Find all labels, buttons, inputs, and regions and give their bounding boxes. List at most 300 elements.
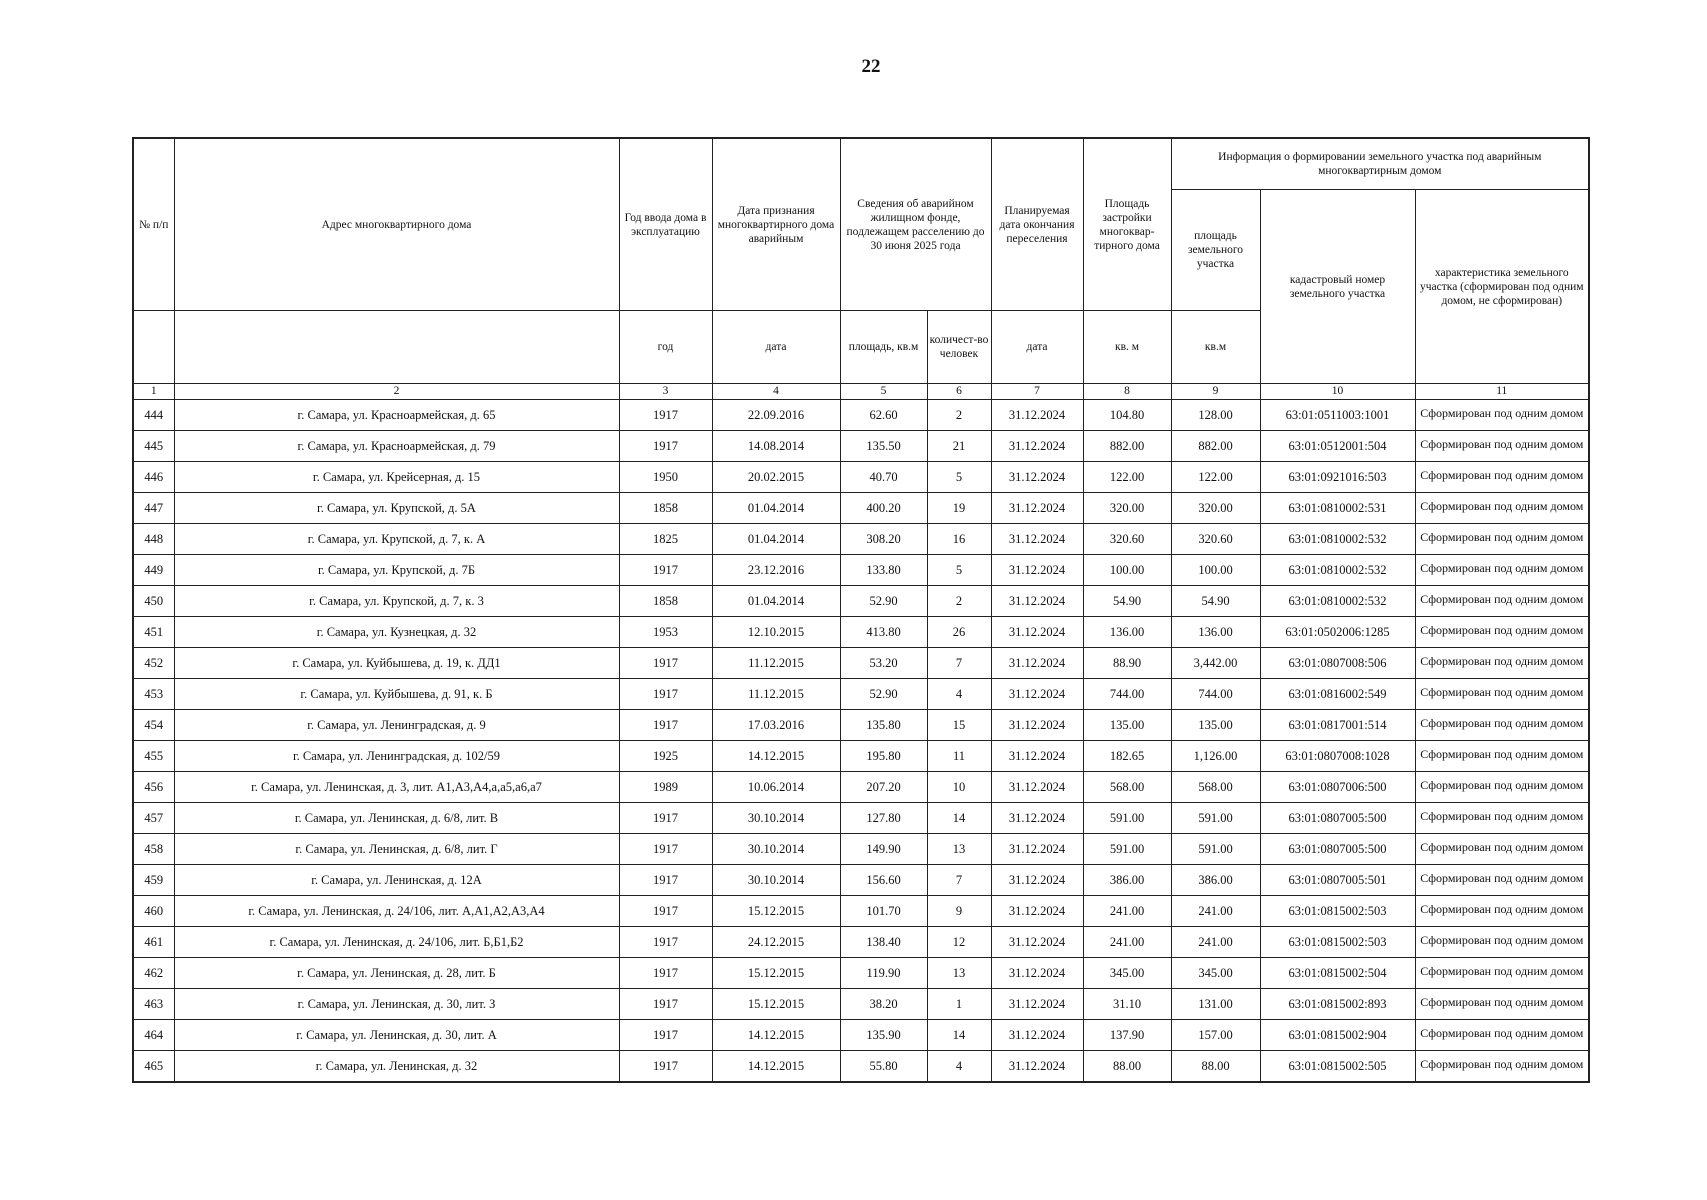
row-number: 458 [133,834,174,865]
housing-area-cell: 127.80 [840,803,927,834]
people-count-cell: 15 [927,710,991,741]
row-number: 445 [133,431,174,462]
table-row [133,989,1589,1020]
land-characteristic-cell [1415,1051,1589,1083]
land-characteristic-text: Сформирован под одним домом [1420,436,1584,451]
table-row [133,493,1589,524]
building-area-cell: 88.90 [1083,648,1171,679]
table-row [133,834,1589,865]
planned-date-cell: 31.12.2024 [991,586,1083,617]
column-number: 2 [174,384,619,400]
people-count-cell: 5 [927,555,991,586]
people-count-cell: 2 [927,400,991,431]
table-row [133,741,1589,772]
recognition-date-cell: 15.12.2015 [712,958,840,989]
cadastral-number-cell: 63:01:0810002:532 [1260,524,1415,555]
housing-area-cell: 138.40 [840,927,927,958]
row-number: 454 [133,710,174,741]
recognition-date-cell: 01.04.2014 [712,524,840,555]
planned-date-cell: 31.12.2024 [991,679,1083,710]
address-cell: г. Самара, ул. Крупской, д. 7, к. А [174,524,619,555]
year-cell: 1917 [619,958,712,989]
land-area-cell: 386.00 [1171,865,1260,896]
recognition-date-cell: 11.12.2015 [712,648,840,679]
building-area-cell: 345.00 [1083,958,1171,989]
housing-area-cell: 413.80 [840,617,927,648]
land-characteristic-cell [1415,710,1589,741]
land-characteristic-cell [1415,400,1589,431]
recognition-date-cell: 01.04.2014 [712,586,840,617]
housing-area-cell: 308.20 [840,524,927,555]
people-count-cell: 4 [927,1051,991,1083]
recognition-date-cell: 30.10.2014 [712,865,840,896]
header-num: № п/п [133,138,174,311]
address-cell: г. Самара, ул. Куйбышева, д. 91, к. Б [174,679,619,710]
table-row [133,896,1589,927]
land-characteristic-text: Сформирован под одним домом [1420,1025,1584,1040]
land-area-cell: 131.00 [1171,989,1260,1020]
land-characteristic-text: Сформирован под одним домом [1420,405,1584,420]
people-count-cell: 7 [927,648,991,679]
housing-area-cell: 135.50 [840,431,927,462]
land-characteristic-cell [1415,803,1589,834]
people-count-cell: 14 [927,1020,991,1051]
address-cell: г. Самара, ул. Крейсерная, д. 15 [174,462,619,493]
column-number: 3 [619,384,712,400]
building-area-cell: 882.00 [1083,431,1171,462]
land-characteristic-cell [1415,989,1589,1020]
planned-date-cell: 31.12.2024 [991,555,1083,586]
planned-date-cell: 31.12.2024 [991,648,1083,679]
housing-area-cell: 156.60 [840,865,927,896]
address-cell: г. Самара, ул. Ленинская, д. 30, лит. З [174,989,619,1020]
building-area-cell: 386.00 [1083,865,1171,896]
land-area-cell: 591.00 [1171,803,1260,834]
recognition-date-cell: 15.12.2015 [712,989,840,1020]
row-number: 462 [133,958,174,989]
table-row [133,555,1589,586]
table-row [133,865,1589,896]
land-characteristic-text: Сформирован под одним домом [1420,591,1584,606]
people-count-cell: 12 [927,927,991,958]
table-row [133,586,1589,617]
address-cell: г. Самара, ул. Ленинская, д. 6/8, лит. Г [174,834,619,865]
land-characteristic-text: Сформирован под одним домом [1420,808,1584,823]
row-number: 452 [133,648,174,679]
year-cell: 1917 [619,989,712,1020]
planned-date-cell: 31.12.2024 [991,834,1083,865]
unit-land-area: кв.м [1171,311,1260,384]
emergency-housing-table [132,137,1590,1083]
table-row [133,1020,1589,1051]
column-number: 1 [133,384,174,400]
land-characteristic-text: Сформирован под одним домом [1420,715,1584,730]
row-number: 451 [133,617,174,648]
header-year: Год ввода дома в эксплуатацию [619,138,712,311]
recognition-date-cell: 30.10.2014 [712,803,840,834]
land-area-cell: 100.00 [1171,555,1260,586]
year-cell: 1917 [619,648,712,679]
recognition-date-cell: 22.09.2016 [712,400,840,431]
table-row [133,710,1589,741]
address-cell: г. Самара, ул. Ленинская, д. 30, лит. А [174,1020,619,1051]
building-area-cell: 104.80 [1083,400,1171,431]
recognition-date-cell: 14.12.2015 [712,1051,840,1083]
address-cell: г. Самара, ул. Ленинская, д. 6/8, лит. В [174,803,619,834]
row-number: 455 [133,741,174,772]
table-row [133,462,1589,493]
column-number: 10 [1260,384,1415,400]
table-row [133,958,1589,989]
people-count-cell: 10 [927,772,991,803]
table-row [133,617,1589,648]
row-number: 446 [133,462,174,493]
cadastral-number-cell: 63:01:0511003:1001 [1260,400,1415,431]
land-area-cell: 591.00 [1171,834,1260,865]
building-area-cell: 137.90 [1083,1020,1171,1051]
people-count-cell: 1 [927,989,991,1020]
land-characteristic-text: Сформирован под одним домом [1420,746,1584,761]
land-characteristic-text: Сформирован под одним домом [1420,498,1584,513]
table-row [133,772,1589,803]
land-characteristic-cell [1415,679,1589,710]
address-cell: г. Самара, ул. Кузнецкая, д. 32 [174,617,619,648]
housing-area-cell: 40.70 [840,462,927,493]
planned-date-cell: 31.12.2024 [991,524,1083,555]
building-area-cell: 241.00 [1083,896,1171,927]
building-area-cell: 31.10 [1083,989,1171,1020]
cadastral-number-cell: 63:01:0815002:503 [1260,927,1415,958]
building-area-cell: 88.00 [1083,1051,1171,1083]
planned-date-cell: 31.12.2024 [991,896,1083,927]
row-number: 450 [133,586,174,617]
land-characteristic-cell [1415,927,1589,958]
housing-area-cell: 149.90 [840,834,927,865]
people-count-cell: 26 [927,617,991,648]
column-number: 8 [1083,384,1171,400]
address-cell: г. Самара, ул. Красноармейская, д. 79 [174,431,619,462]
year-cell: 1917 [619,927,712,958]
land-characteristic-cell [1415,586,1589,617]
land-characteristic-text: Сформирован под одним домом [1420,560,1584,575]
people-count-cell: 5 [927,462,991,493]
column-number: 6 [927,384,991,400]
land-area-cell: 122.00 [1171,462,1260,493]
land-characteristic-cell [1415,617,1589,648]
recognition-date-cell: 11.12.2015 [712,679,840,710]
land-characteristic-cell [1415,896,1589,927]
planned-date-cell: 31.12.2024 [991,400,1083,431]
housing-area-cell: 38.20 [840,989,927,1020]
people-count-cell: 21 [927,431,991,462]
land-characteristic-cell [1415,648,1589,679]
year-cell: 1953 [619,617,712,648]
header-address: Адрес многоквартирного дома [174,138,619,311]
people-count-cell: 11 [927,741,991,772]
land-characteristic-cell [1415,834,1589,865]
row-number: 447 [133,493,174,524]
land-characteristic-text: Сформирован под одним домом [1420,932,1584,947]
cadastral-number-cell: 63:01:0807005:501 [1260,865,1415,896]
address-cell: г. Самара, ул. Ленинградская, д. 102/59 [174,741,619,772]
header-planned-date: Планируемая дата окончания переселения [991,138,1083,311]
recognition-date-cell: 14.12.2015 [712,1020,840,1051]
building-area-cell: 100.00 [1083,555,1171,586]
address-cell: г. Самара, ул. Ленинская, д. 24/106, лит. А,А1,А2,А3,А4 [174,896,619,927]
land-characteristic-text: Сформирован под одним домом [1420,994,1584,1009]
year-cell: 1917 [619,865,712,896]
people-count-cell: 2 [927,586,991,617]
land-area-cell: 3,442.00 [1171,648,1260,679]
land-area-cell: 568.00 [1171,772,1260,803]
housing-area-cell: 207.20 [840,772,927,803]
land-characteristic-text: Сформирован под одним домом [1420,653,1584,668]
land-area-cell: 320.00 [1171,493,1260,524]
land-area-cell: 345.00 [1171,958,1260,989]
planned-date-cell: 31.12.2024 [991,462,1083,493]
land-characteristic-cell [1415,958,1589,989]
land-characteristic-cell [1415,1020,1589,1051]
land-characteristic-cell [1415,555,1589,586]
land-area-cell: 135.00 [1171,710,1260,741]
planned-date-cell: 31.12.2024 [991,741,1083,772]
cadastral-number-cell: 63:01:0815002:504 [1260,958,1415,989]
year-cell: 1825 [619,524,712,555]
people-count-cell: 19 [927,493,991,524]
cadastral-number-cell: 63:01:0815002:505 [1260,1051,1415,1083]
address-cell: г. Самара, ул. Ленинская, д. 32 [174,1051,619,1083]
cadastral-number-cell: 63:01:0815002:503 [1260,896,1415,927]
land-characteristic-text: Сформирован под одним домом [1420,529,1584,544]
year-cell: 1917 [619,710,712,741]
year-cell: 1917 [619,400,712,431]
year-cell: 1917 [619,555,712,586]
unit-planned-date: дата [991,311,1083,384]
land-characteristic-cell [1415,865,1589,896]
address-cell: г. Самара, ул. Красноармейская, д. 65 [174,400,619,431]
recognition-date-cell: 10.06.2014 [712,772,840,803]
land-area-cell: 157.00 [1171,1020,1260,1051]
land-characteristic-cell [1415,431,1589,462]
people-count-cell: 7 [927,865,991,896]
recognition-date-cell: 30.10.2014 [712,834,840,865]
row-number: 463 [133,989,174,1020]
planned-date-cell: 31.12.2024 [991,927,1083,958]
cadastral-number-cell: 63:01:0810002:532 [1260,555,1415,586]
table-row [133,927,1589,958]
land-characteristic-cell [1415,741,1589,772]
land-characteristic-text: Сформирован под одним домом [1420,777,1584,792]
land-area-cell: 54.90 [1171,586,1260,617]
recognition-date-cell: 01.04.2014 [712,493,840,524]
housing-area-cell: 135.80 [840,710,927,741]
land-characteristic-text: Сформирован под одним домом [1420,963,1584,978]
planned-date-cell: 31.12.2024 [991,493,1083,524]
address-cell: г. Самара, ул. Крупской, д. 7Б [174,555,619,586]
land-area-cell: 128.00 [1171,400,1260,431]
recognition-date-cell: 20.02.2015 [712,462,840,493]
housing-area-cell: 53.20 [840,648,927,679]
unit-people: количест-во человек [927,311,991,384]
land-characteristic-cell [1415,462,1589,493]
land-characteristic-cell [1415,524,1589,555]
land-area-cell: 241.00 [1171,896,1260,927]
housing-area-cell: 101.70 [840,896,927,927]
planned-date-cell: 31.12.2024 [991,865,1083,896]
row-number: 457 [133,803,174,834]
land-characteristic-text: Сформирован под одним домом [1420,901,1584,916]
cadastral-number-cell: 63:01:0817001:514 [1260,710,1415,741]
cadastral-number-cell: 63:01:0807006:500 [1260,772,1415,803]
building-area-cell: 182.65 [1083,741,1171,772]
address-cell: г. Самара, ул. Ленинградская, д. 9 [174,710,619,741]
people-count-cell: 13 [927,834,991,865]
cadastral-number-cell: 63:01:0807008:506 [1260,648,1415,679]
housing-area-cell: 119.90 [840,958,927,989]
year-cell: 1917 [619,1051,712,1083]
address-cell: г. Самара, ул. Ленинская, д. 3, лит. А1,А3,А4,а,а5,а6,а7 [174,772,619,803]
row-number: 448 [133,524,174,555]
cadastral-number-cell: 63:01:0807005:500 [1260,834,1415,865]
planned-date-cell: 31.12.2024 [991,431,1083,462]
column-number: 7 [991,384,1083,400]
cadastral-number-cell: 63:01:0816002:549 [1260,679,1415,710]
unit-blank [174,311,619,384]
year-cell: 1917 [619,834,712,865]
cadastral-number-cell: 63:01:0921016:503 [1260,462,1415,493]
building-area-cell: 320.00 [1083,493,1171,524]
year-cell: 1858 [619,586,712,617]
unit-building-area: кв. м [1083,311,1171,384]
address-cell: г. Самара, ул. Куйбышева, д. 19, к. ДД1 [174,648,619,679]
land-characteristic-text: Сформирован под одним домом [1420,839,1584,854]
land-area-cell: 882.00 [1171,431,1260,462]
header-land-characteristic: характеристика земельного участка (сформирован под одним домом, не сформирован) [1415,190,1589,384]
address-cell: г. Самара, ул. Крупской, д. 5А [174,493,619,524]
row-number: 465 [133,1051,174,1083]
land-characteristic-text: Сформирован под одним домом [1420,684,1584,699]
table-row [133,679,1589,710]
table-body [133,400,1589,1083]
land-area-cell: 1,126.00 [1171,741,1260,772]
year-cell: 1858 [619,493,712,524]
cadastral-number-cell: 63:01:0815002:893 [1260,989,1415,1020]
column-number: 4 [712,384,840,400]
year-cell: 1917 [619,803,712,834]
land-area-cell: 88.00 [1171,1051,1260,1083]
table-row [133,431,1589,462]
column-number: 9 [1171,384,1260,400]
header-land-area: площадь земельного участка [1171,190,1260,311]
building-area-cell: 568.00 [1083,772,1171,803]
row-number: 459 [133,865,174,896]
header-cadastral-number: кадастровый номер земельного участка [1260,190,1415,384]
year-cell: 1989 [619,772,712,803]
building-area-cell: 320.60 [1083,524,1171,555]
land-characteristic-text: Сформирован под одним домом [1420,1056,1584,1071]
year-cell: 1917 [619,679,712,710]
row-number: 453 [133,679,174,710]
year-cell: 1917 [619,896,712,927]
planned-date-cell: 31.12.2024 [991,958,1083,989]
people-count-cell: 14 [927,803,991,834]
unit-blank [133,311,174,384]
column-number: 5 [840,384,927,400]
building-area-cell: 136.00 [1083,617,1171,648]
land-area-cell: 320.60 [1171,524,1260,555]
people-count-cell: 16 [927,524,991,555]
recognition-date-cell: 15.12.2015 [712,896,840,927]
recognition-date-cell: 17.03.2016 [712,710,840,741]
people-count-cell: 9 [927,896,991,927]
land-area-cell: 744.00 [1171,679,1260,710]
row-number: 464 [133,1020,174,1051]
recognition-date-cell: 14.08.2014 [712,431,840,462]
header-recognition-date: Дата признания многоквартирного дома аварийным [712,138,840,311]
address-cell: г. Самара, ул. Ленинская, д. 28, лит. Б [174,958,619,989]
land-characteristic-text: Сформирован под одним домом [1420,870,1584,885]
planned-date-cell: 31.12.2024 [991,1051,1083,1083]
land-area-cell: 136.00 [1171,617,1260,648]
table-row [133,524,1589,555]
housing-area-cell: 62.60 [840,400,927,431]
year-cell: 1917 [619,431,712,462]
header-housing-info: Сведения об аварийном жилищном фонде, подлежащем расселению до 30 июня 2025 года [840,138,991,311]
year-cell: 1950 [619,462,712,493]
table-row [133,400,1589,431]
housing-area-cell: 55.80 [840,1051,927,1083]
building-area-cell: 591.00 [1083,803,1171,834]
planned-date-cell: 31.12.2024 [991,989,1083,1020]
address-cell: г. Самара, ул. Ленинская, д. 24/106, лит. Б,Б1,Б2 [174,927,619,958]
housing-area-cell: 52.90 [840,586,927,617]
planned-date-cell: 31.12.2024 [991,803,1083,834]
building-area-cell: 591.00 [1083,834,1171,865]
land-area-cell: 241.00 [1171,927,1260,958]
year-cell: 1917 [619,1020,712,1051]
recognition-date-cell: 23.12.2016 [712,555,840,586]
cadastral-number-cell: 63:01:0502006:1285 [1260,617,1415,648]
recognition-date-cell: 12.10.2015 [712,617,840,648]
row-number: 460 [133,896,174,927]
planned-date-cell: 31.12.2024 [991,617,1083,648]
planned-date-cell: 31.12.2024 [991,1020,1083,1051]
table-row [133,1051,1589,1083]
building-area-cell: 135.00 [1083,710,1171,741]
building-area-cell: 241.00 [1083,927,1171,958]
planned-date-cell: 31.12.2024 [991,710,1083,741]
cadastral-number-cell: 63:01:0815002:904 [1260,1020,1415,1051]
header-land-info: Информация о формировании земельного участка под аварийным многоквартирным домом [1171,138,1589,190]
cadastral-number-cell: 63:01:0810002:531 [1260,493,1415,524]
address-cell: г. Самара, ул. Крупской, д. 7, к. 3 [174,586,619,617]
table-row [133,803,1589,834]
unit-date: дата [712,311,840,384]
housing-area-cell: 135.90 [840,1020,927,1051]
recognition-date-cell: 24.12.2015 [712,927,840,958]
land-characteristic-cell [1415,772,1589,803]
table-row [133,648,1589,679]
recognition-date-cell: 14.12.2015 [712,741,840,772]
cadastral-number-cell: 63:01:0512001:504 [1260,431,1415,462]
row-number: 461 [133,927,174,958]
building-area-cell: 122.00 [1083,462,1171,493]
cadastral-number-cell: 63:01:0807005:500 [1260,803,1415,834]
row-number: 456 [133,772,174,803]
land-characteristic-cell [1415,493,1589,524]
cadastral-number-cell: 63:01:0807008:1028 [1260,741,1415,772]
unit-area: площадь, кв.м [840,311,927,384]
